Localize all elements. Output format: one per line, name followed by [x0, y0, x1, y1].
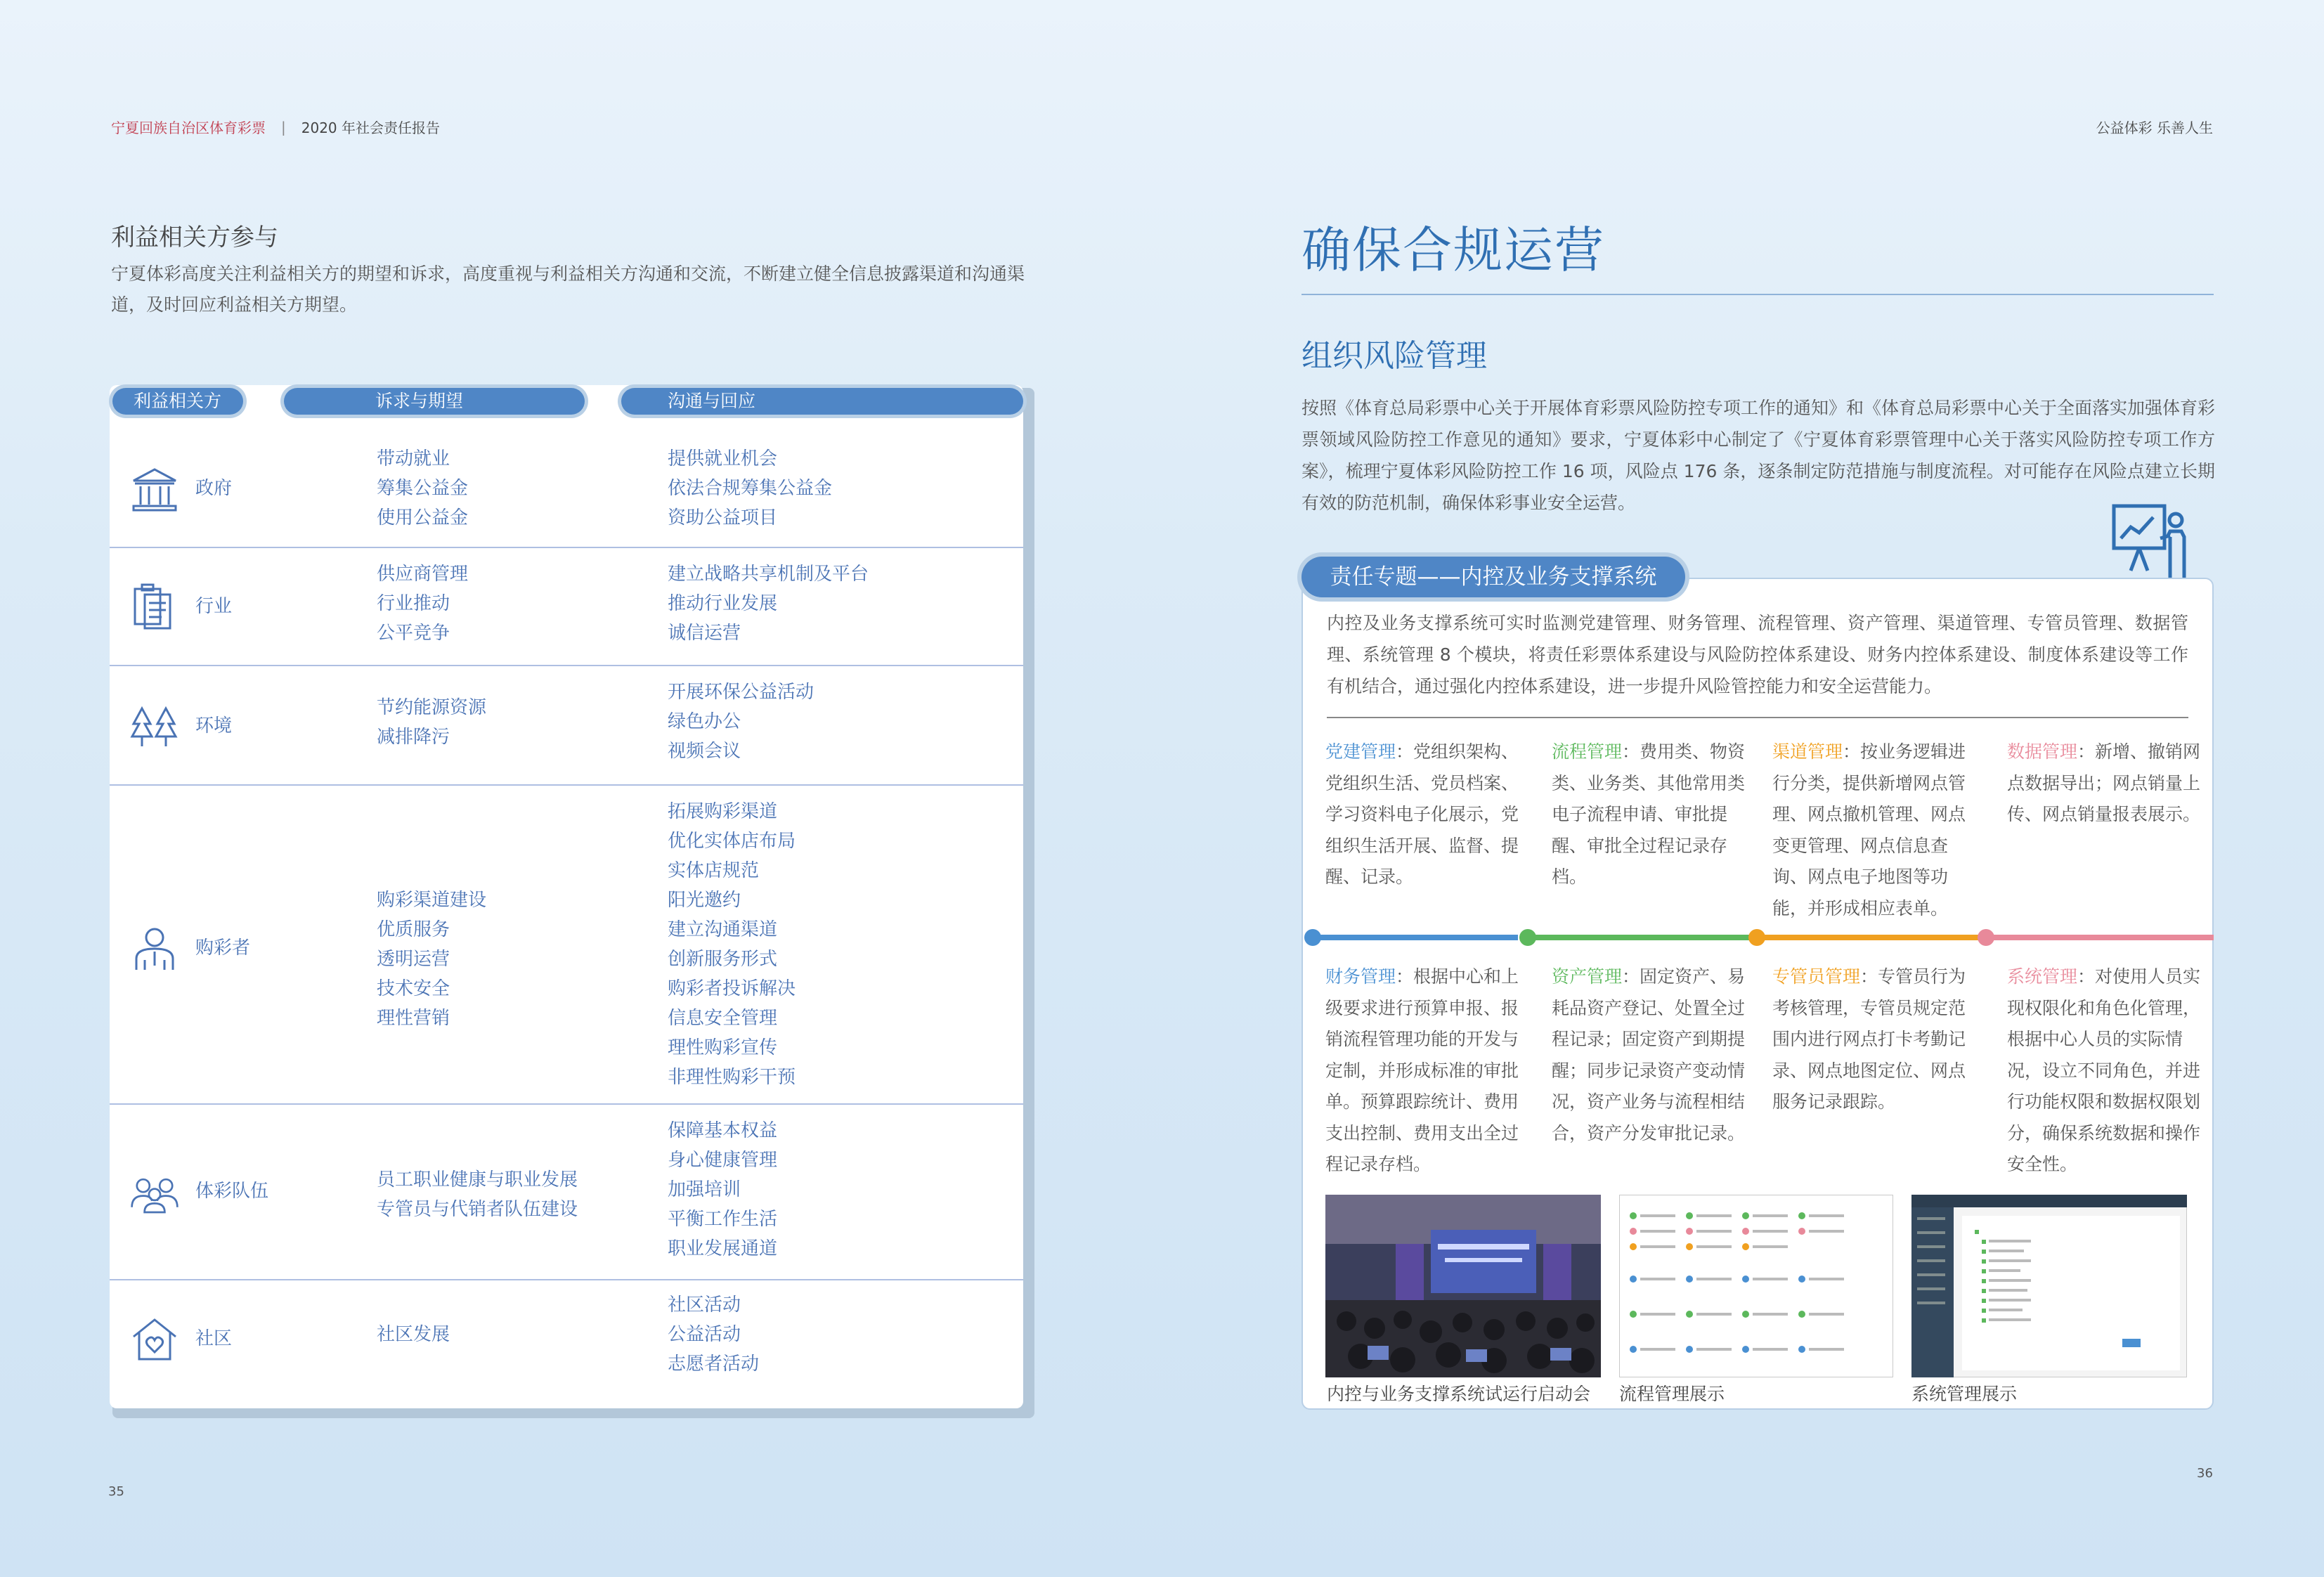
module-text: 专管员行为考核管理，专管员规定范围内进行网点打卡考勤记录、网点地图定位、网点服务记录跟踪。 [1772, 966, 1966, 1112]
title-divider [1301, 294, 2214, 295]
stakeholder-name: 购彩者 [195, 937, 251, 959]
list-item: 节约能源资源 [377, 697, 487, 718]
module-system: 系统管理：对使用人员实现权限化和角色化管理，根据中心人员的实际情况，设立不同角色，并进行功能权限和数据权限划分，确保系统数据和操作安全性。 [2007, 966, 2201, 1174]
module-text: 新增、撤销网点数据导出；网点销量上传、网点销量报表展示。 [2007, 741, 2201, 824]
list-item: 筹集公益金 [377, 478, 469, 499]
customer-person-icon [129, 923, 180, 974]
module-title: 财务管理 [1325, 966, 1396, 987]
list-item: 建立战略共享机制及平台 [668, 564, 869, 585]
list-item: 提供就业机会 [668, 448, 778, 469]
community-house-heart-icon [129, 1314, 180, 1365]
module-assets: 资产管理：固定资产、易耗品资产登记、处置全过程记录；固定资产到期提醒；同步记录资产变动情况，资产业务与流程相结合，资产分发审批记录。 [1552, 966, 1746, 1143]
stakeholder-name: 社区 [195, 1328, 233, 1349]
list-item: 身心健康管理 [668, 1150, 778, 1171]
list-item: 购彩渠道建设 [377, 890, 487, 911]
expectations-list [377, 559, 468, 648]
list-item: 专管员与代销者队伍建设 [377, 1199, 578, 1220]
module-title: 资产管理 [1552, 966, 1623, 987]
stakeholder-name: 环境 [195, 715, 233, 736]
timeline-dot [1748, 929, 1765, 946]
list-item: 加强培训 [668, 1179, 741, 1200]
module-text: 按业务逻辑进行分类，提供新增网点管理、网点撤机管理、网点变更管理、网点信息查询、网点电子地图等功能，并形成相应表单。 [1772, 741, 1966, 919]
process-management-screenshot [1619, 1195, 1893, 1377]
list-item: 公平竞争 [377, 623, 450, 644]
list-item: 诚信运营 [668, 623, 741, 644]
risk-paragraph: 按照《体育总局彩票中心关于开展体育彩票风险防控专项工作的通知》和《体育总局彩票中心关于全面落实加强体育彩票领域风险防控工作意见的通知》要求，宁夏体彩中心制定了《宁夏体育彩票管理中心关于落实风险防控专项工作方案》，梳理宁夏体彩风险防控工作 16 项，风险点 176 条，逐条制定防范措施与制度流程。对可能存在风险点建立长期有效的防范机制，确保体彩事业安全运营。 [1301, 398, 2216, 513]
table-header-responses: 沟通与回应 [621, 388, 1023, 415]
page-number-left: 35 [108, 1484, 124, 1499]
photo-caption: 系统管理展示 [1911, 1384, 2018, 1404]
table-row-community [110, 1280, 1023, 1408]
trees-icon [129, 703, 180, 753]
presentation-board-icon [2111, 503, 2188, 580]
government-building-icon [129, 465, 180, 516]
module-title: 系统管理 [2007, 966, 2078, 987]
list-item: 志愿者活动 [668, 1354, 760, 1375]
list-item: 社区发展 [377, 1324, 450, 1345]
report-title: 2020 年社会责任报告 [301, 119, 441, 136]
list-item: 带动就业 [377, 448, 450, 469]
timeline-segment-pink [1993, 935, 2214, 940]
responses-list [668, 559, 869, 648]
timeline-segment-orange [1764, 935, 1979, 940]
list-item: 技术安全 [377, 978, 450, 999]
section-title: 利益相关方参与 [111, 223, 278, 252]
timeline-dot [1304, 929, 1321, 946]
launch-meeting-photo [1325, 1195, 1601, 1377]
report-header [111, 117, 440, 137]
module-process: 流程管理：费用类、物资类、业务类、其他常用类电子流程申请、审批提醒、审批全过程记录存档。 [1552, 741, 1746, 887]
photo-caption: 流程管理展示 [1619, 1384, 1725, 1404]
module-text: 根据中心和上级要求进行预算申报、报销流程管理功能的开发与定制，并形成标准的审批单。预算跟踪统计、费用支出控制、费用支出全过程记录存档。 [1325, 966, 1519, 1174]
timeline-dot [1978, 929, 1994, 946]
feature-tag: 责任专题——内控及业务支撑系统 [1301, 557, 1685, 597]
slogan: 公益体彩 乐善人生 [2096, 119, 2213, 136]
list-item: 供应商管理 [377, 564, 469, 585]
list-item: 透明运营 [377, 949, 450, 970]
timeline-segment-blue [1314, 935, 1518, 940]
list-item: 视频会议 [668, 741, 741, 762]
list-item: 公益活动 [668, 1324, 741, 1345]
list-item: 职业发展通道 [668, 1238, 778, 1259]
module-text: 对使用人员实现权限化和角色化管理，根据中心人员的实际情况，设立不同角色，并进行功能权限和数据权限划分，确保系统数据和操作安全性。 [2007, 966, 2201, 1174]
list-item: 依法合规筹集公益金 [668, 478, 833, 499]
responses-list [668, 797, 796, 1092]
list-item: 减排降污 [377, 727, 450, 748]
list-item: 行业推动 [377, 593, 450, 614]
list-item: 建立沟通渠道 [668, 919, 778, 940]
list-item: 开展环保公益活动 [668, 682, 814, 703]
table-row-staff [110, 1105, 1023, 1280]
subsection-title: 组织风险管理 [1301, 338, 1487, 374]
table-header-expectations: 诉求与期望 [284, 388, 585, 415]
table-row-customers [110, 786, 1023, 1105]
list-item: 实体店规范 [668, 860, 760, 881]
module-text: 党组织架构、党组织生活、党员档案、学习资料电子化展示，党组织生活开展、监督、提醒、记录。 [1325, 741, 1519, 887]
list-item: 平衡工作生活 [668, 1209, 778, 1230]
table-row-government [110, 424, 1023, 548]
list-item: 使用公益金 [377, 507, 469, 528]
list-item: 理性购彩宣传 [668, 1037, 778, 1058]
list-item: 员工职业健康与职业发展 [377, 1169, 578, 1190]
responses-list [668, 1116, 777, 1264]
list-item: 理性营销 [377, 1008, 450, 1029]
list-item: 创新服务形式 [668, 949, 778, 970]
module-party-building: 党建管理：党组织架构、党组织生活、党员档案、学习资料电子化展示，党组织生活开展、监督、提醒、记录。 [1325, 741, 1519, 887]
module-title: 流程管理 [1552, 741, 1623, 762]
timeline-segment-green [1532, 935, 1750, 940]
header-separator: | [281, 118, 286, 136]
responses-list [668, 677, 814, 766]
list-item: 推动行业发展 [668, 593, 778, 614]
module-specialist: 专管员管理：专管员行为考核管理，专管员规定范围内进行网点打卡考勤记录、网点地图定位、网点服务记录跟踪。 [1772, 966, 1966, 1112]
list-item: 非理性购彩干预 [668, 1067, 796, 1088]
industry-documents-icon [129, 582, 180, 632]
stakeholder-name: 行业 [195, 596, 233, 617]
table-row-industry [110, 548, 1023, 666]
module-data: 数据管理：新增、撤销网点数据导出；网点销量上传、网点销量报表展示。 [2007, 741, 2201, 824]
page-title: 确保合规运营 [1301, 221, 1605, 279]
feature-intro: 内控及业务支撑系统可实时监测党建管理、财务管理、流程管理、资产管理、渠道管理、专管员管理、数据管理、系统管理 8 个模块，将责任彩票体系建设与风险防控体系建设、财务内控体系建设、制度体系建设等工作有机结合，通过强化内控体系建设，进一步提升风险管控能力和安全运营能力。 [1327, 613, 2188, 696]
expectations-list [377, 693, 486, 752]
table-row-environment [110, 666, 1023, 786]
feature-divider [1327, 717, 2188, 718]
module-title: 党建管理 [1325, 741, 1396, 762]
list-item: 优质服务 [377, 919, 450, 940]
module-title: 专管员管理 [1772, 966, 1861, 987]
photo-caption: 内控与业务支撑系统试运行启动会 [1327, 1384, 1591, 1404]
expectations-list [377, 1165, 578, 1224]
module-finance: 财务管理：根据中心和上级要求进行预算申报、报销流程管理功能的开发与定制，并形成标准的审批单。预算跟踪统计、费用支出控制、费用支出全过程记录存档。 [1325, 966, 1519, 1174]
expectations-list [377, 885, 486, 1033]
table-header-stakeholder: 利益相关方 [112, 388, 243, 415]
list-item: 阳光邀约 [668, 890, 741, 911]
list-item: 资助公益项目 [668, 507, 778, 528]
module-title: 数据管理 [2007, 741, 2078, 762]
responses-list [668, 1290, 759, 1379]
responses-list [668, 444, 832, 533]
list-item: 优化实体店布局 [668, 831, 796, 852]
section-intro: 宁夏体彩高度关注利益相关方的期望和诉求，高度重视与利益相关方沟通和交流，不断建立健全信息披露渠道和沟通渠道，及时回应利益相关方期望。 [111, 264, 1025, 315]
module-text: 费用类、物资类、业务类、其他常用类电子流程申请、审批提醒、审批全过程记录存档。 [1552, 741, 1746, 887]
list-item: 购彩者投诉解决 [668, 978, 796, 999]
stakeholder-name: 政府 [195, 478, 233, 499]
list-item: 绿色办公 [668, 711, 741, 732]
system-management-screenshot [1911, 1195, 2187, 1377]
module-channel: 渠道管理：按业务逻辑进行分类，提供新增网点管理、网点撤机管理、网点变更管理、网点信息查询、网点电子地图等功能，并形成相应表单。 [1772, 741, 1966, 919]
organization-name: 宁夏回族自治区体育彩票 [111, 119, 266, 136]
page-number-right: 36 [2197, 1466, 2213, 1481]
stakeholder-name: 体彩队伍 [195, 1181, 269, 1202]
list-item: 保障基本权益 [668, 1120, 778, 1141]
expectations-list [377, 444, 468, 533]
expectations-list [377, 1320, 450, 1349]
module-text: 固定资产、易耗品资产登记、处置全过程记录；固定资产到期提醒；同步记录资产变动情况，资产业务与流程相结合，资产分发审批记录。 [1552, 966, 1746, 1143]
team-people-icon [129, 1168, 180, 1219]
list-item: 信息安全管理 [668, 1008, 778, 1029]
list-item: 社区活动 [668, 1294, 741, 1316]
module-title: 渠道管理 [1772, 741, 1843, 762]
list-item: 拓展购彩渠道 [668, 801, 778, 822]
timeline-dot [1519, 929, 1536, 946]
